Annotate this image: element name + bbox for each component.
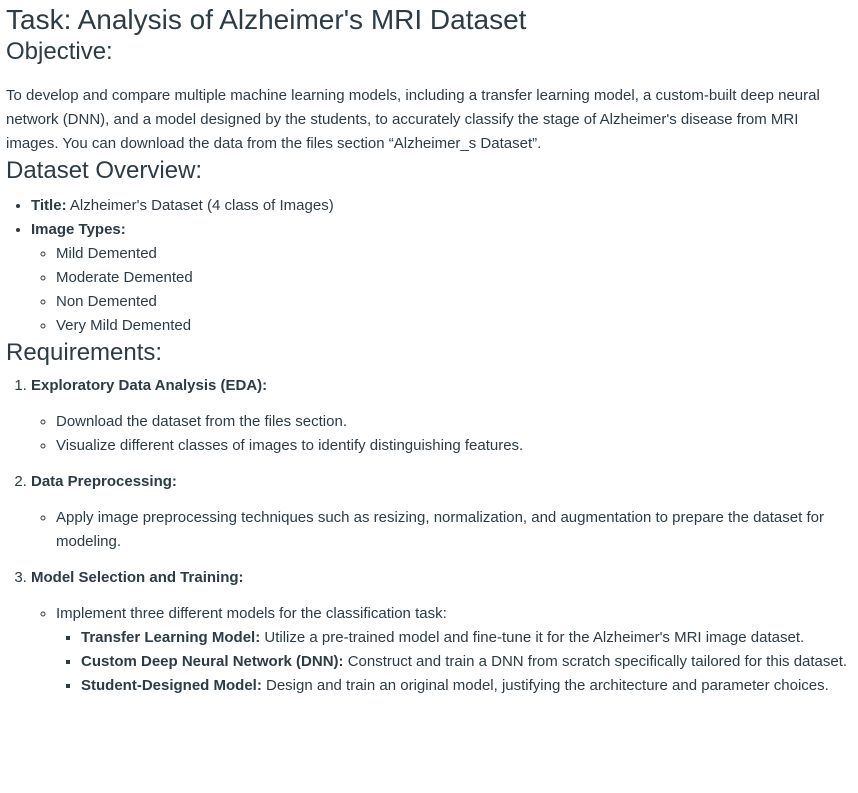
dataset-list: [6, 194, 852, 338]
image-type-item: ◦ Very Mild Demented: [56, 314, 852, 338]
image-type-item: ◦ Mild Demented: [56, 242, 852, 266]
requirement-item: [31, 470, 852, 554]
requirement-title: Model Selection and Training:: [31, 569, 244, 586]
image-type-item: ◦ Non Demented: [56, 290, 852, 314]
objective-heading: Objective:: [6, 38, 113, 65]
requirements-heading: Requirements:: [6, 339, 163, 366]
requirement-points: [31, 410, 852, 458]
model-item: [81, 650, 852, 674]
image-types-list: [31, 242, 852, 338]
model-description: Construct and train a DNN from scratch specifically tailored for this dataset.: [343, 653, 848, 670]
dataset-title-value: Alzheimer's Dataset (4 class of Images): [66, 197, 334, 214]
requirement-points: [31, 506, 852, 554]
requirement-title: Data Preprocessing:: [31, 473, 177, 490]
objective-text: To develop and compare multiple machine learning models, including a transfer learning model, a custom-built deep neural network (DNN), and a model designed by the students, to accurately classify the stage of Alzheimer's disease from MRI images. You can download the data from the files section “Alzheimer_s Dataset”.: [6, 87, 820, 152]
dataset-image-types-item: [31, 218, 852, 338]
model-item: [81, 626, 852, 650]
model-description: Design and train an original model, justifying the architecture and parameter choices.: [261, 677, 829, 694]
model-item: [81, 674, 852, 698]
requirement-title: Exploratory Data Analysis (EDA):: [31, 377, 268, 394]
requirement-point-text: Implement three different models for the classification task:: [56, 605, 447, 622]
page-title: Task: Analysis of Alzheimer's MRI Dataset: [6, 4, 527, 35]
requirement-item: [31, 374, 852, 458]
model-label: Transfer Learning Model:: [81, 629, 261, 646]
dataset-title-label: Title:: [31, 197, 67, 214]
model-list: [56, 626, 852, 698]
model-label: Custom Deep Neural Network (DNN):: [81, 653, 344, 670]
requirement-point: ◦ Visualize different classes of images to identify distinguishing features.: [56, 434, 852, 458]
requirement-point: [56, 602, 852, 698]
requirement-points: [31, 602, 852, 698]
dataset-overview-heading: Dataset Overview:: [6, 157, 203, 184]
model-label: Student-Designed Model:: [81, 677, 262, 694]
image-type-item: ◦ Moderate Demented: [56, 266, 852, 290]
requirement-point: ◦ Download the dataset from the files section.: [56, 410, 852, 434]
requirement-item: [31, 566, 852, 698]
requirements-list: [6, 374, 852, 698]
dataset-title-item: [31, 194, 852, 218]
requirement-point: ◦ Apply image preprocessing techniques such as resizing, normalization, and augmentation to prepare the dataset for modeling.: [56, 506, 852, 554]
image-types-label: Image Types:: [31, 221, 126, 238]
assignment-page: [6, 0, 852, 710]
model-description: Utilize a pre-trained model and fine-tune it for the Alzheimer's MRI image dataset.: [260, 629, 805, 646]
